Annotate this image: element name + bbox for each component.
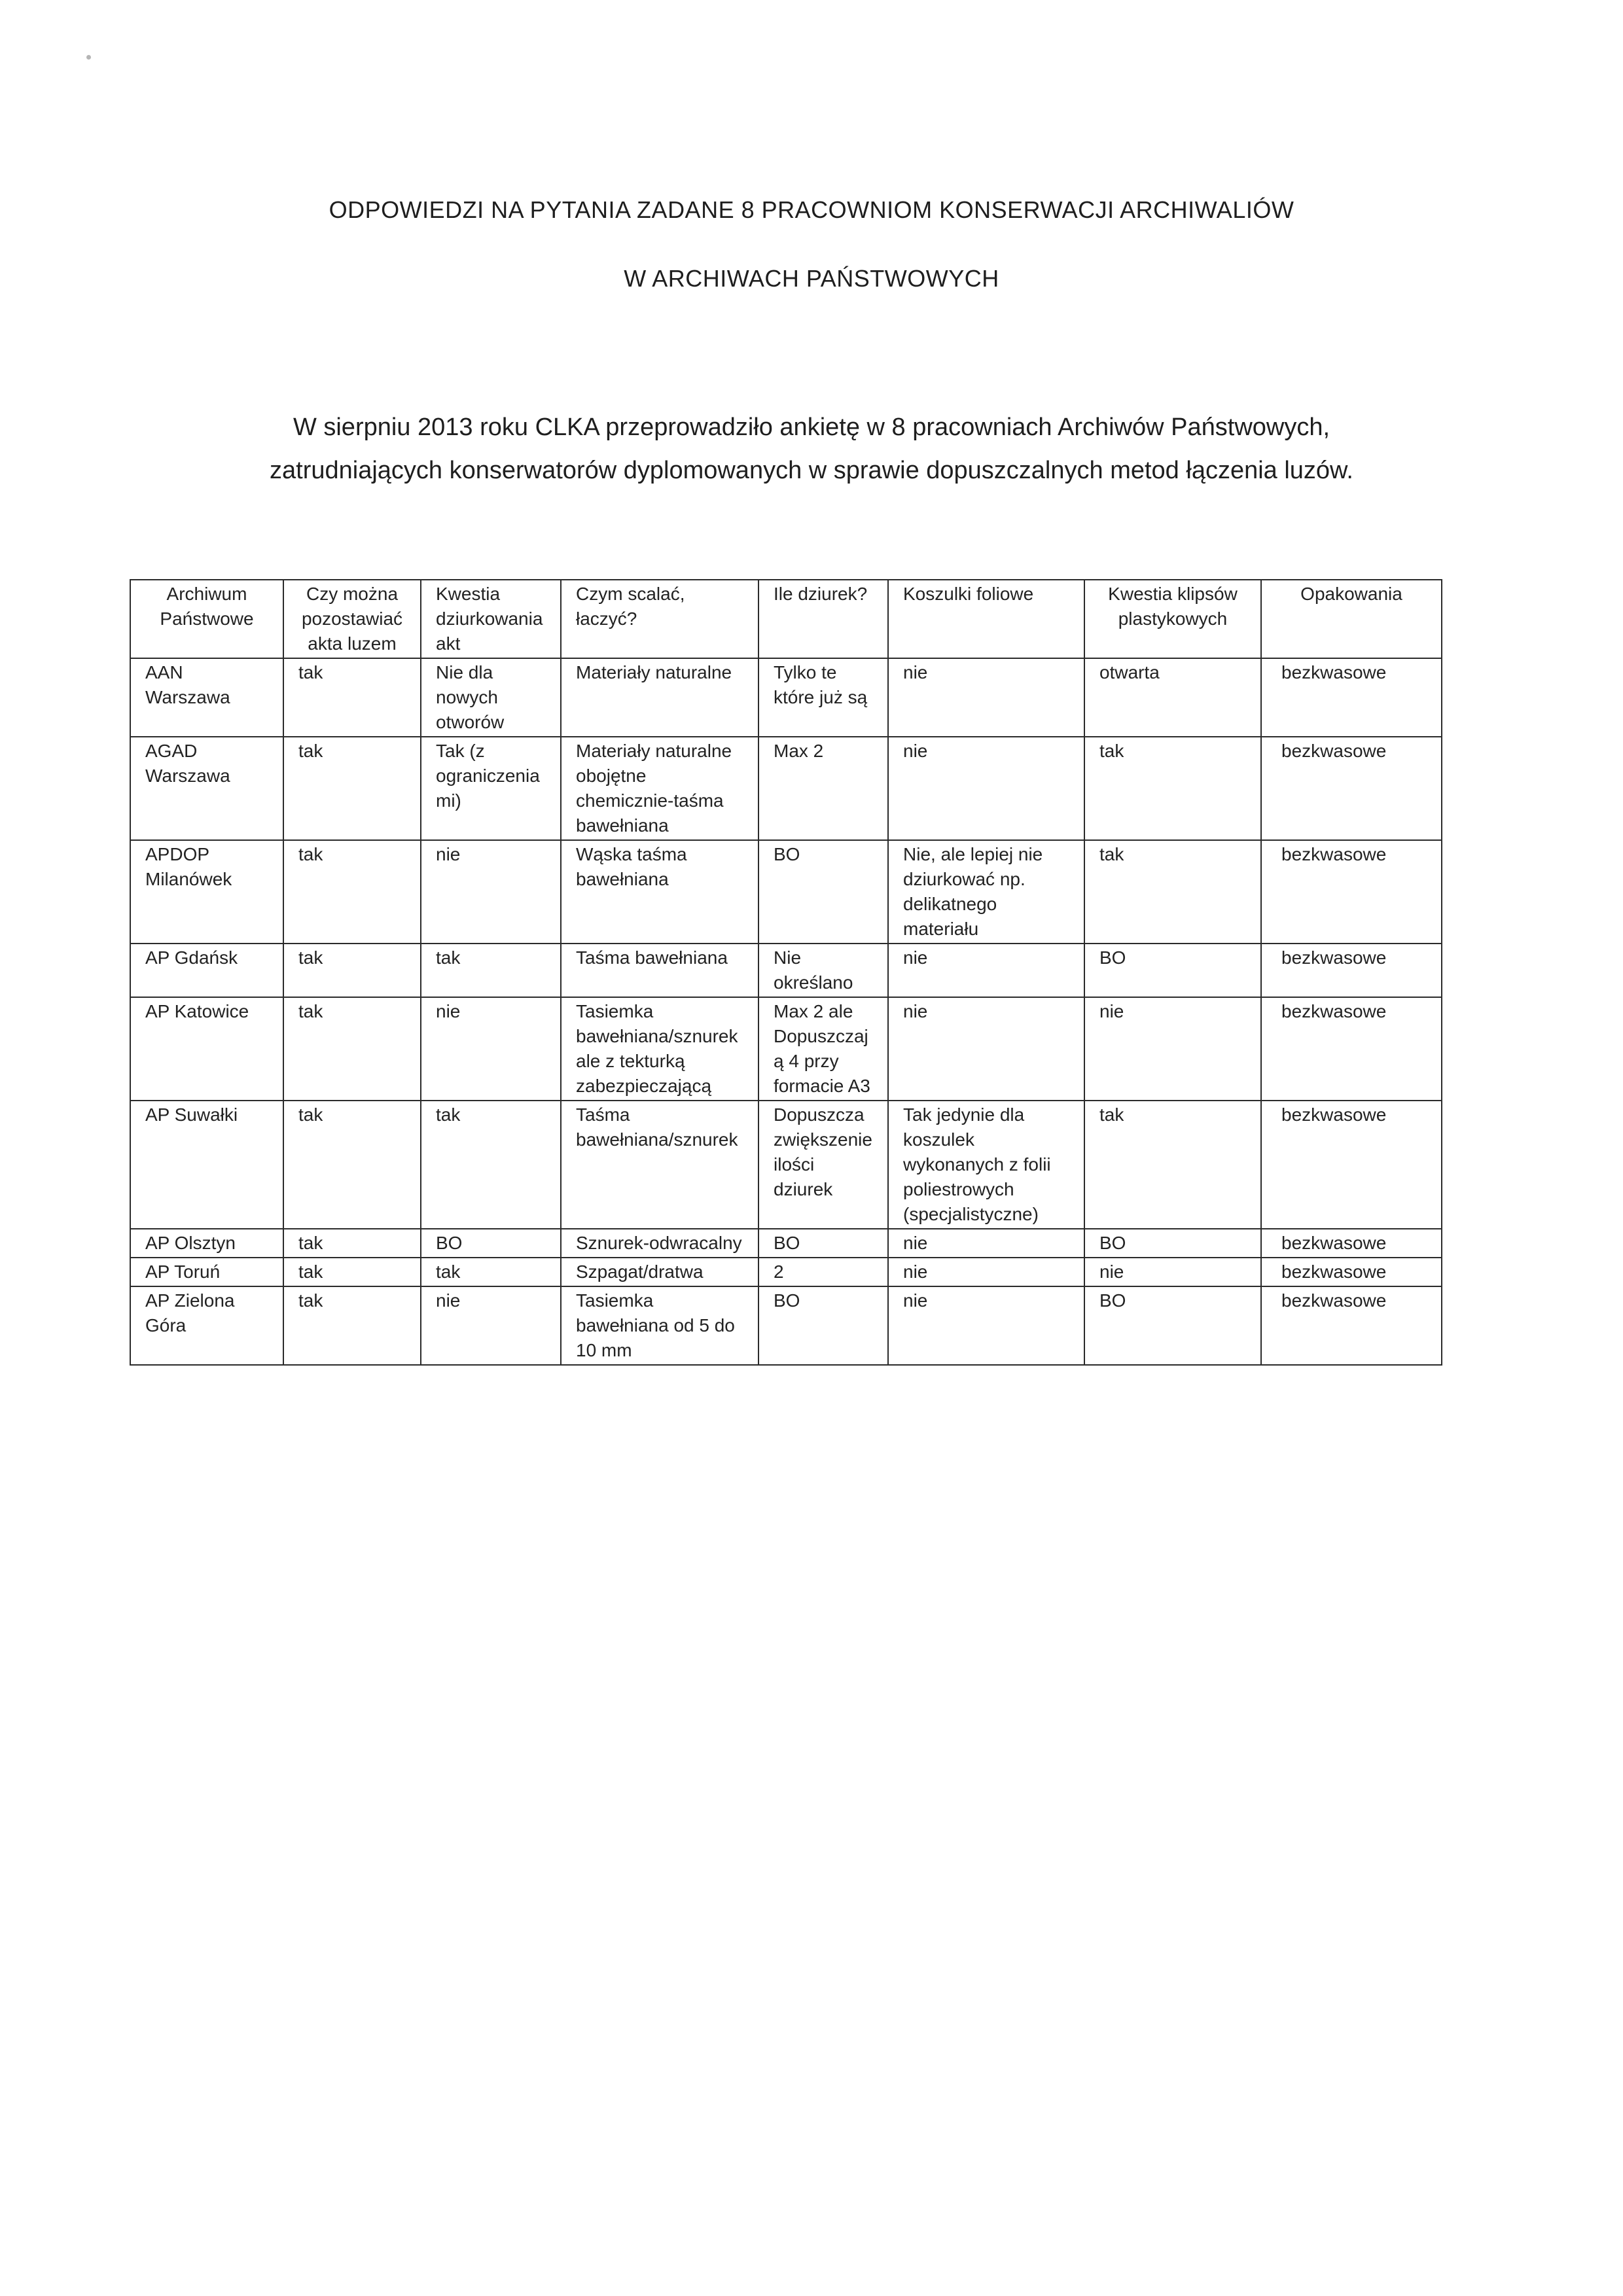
cell-koszulki: Tak jedynie dla koszulek wykonanych z folii poliestrowych (specjalistyczne) bbox=[888, 1101, 1084, 1229]
cell-koszulki: nie bbox=[888, 1286, 1084, 1365]
cell-archiwum: AP Olsztyn bbox=[130, 1229, 283, 1258]
cell-koszulki: Nie, ale lepiej nie dziurkować np. delikatnego materiału bbox=[888, 840, 1084, 944]
cell-czym-scalac: Tasiemka bawełniana od 5 do 10 mm bbox=[561, 1286, 758, 1365]
cell-czym-scalac: Sznurek-odwracalny bbox=[561, 1229, 758, 1258]
cell-dziurkowanie: tak bbox=[421, 1258, 561, 1286]
cell-archiwum: AAN Warszawa bbox=[130, 658, 283, 737]
header-czym-scalac: Czym scalać, łaczyć? bbox=[561, 580, 758, 658]
cell-koszulki: nie bbox=[888, 1258, 1084, 1286]
cell-archiwum: APDOP Milanówek bbox=[130, 840, 283, 944]
table-row bbox=[130, 1229, 1442, 1258]
cell-archiwum: AP Zielona Góra bbox=[130, 1286, 283, 1365]
cell-ile-dziurek: Nie określano bbox=[758, 944, 888, 997]
cell-luzem: tak bbox=[283, 1286, 421, 1365]
cell-czym-scalac: Szpagat/dratwa bbox=[561, 1258, 758, 1286]
header-luzem: Czy można pozostawiać akta luzem bbox=[283, 580, 421, 658]
cell-luzem: tak bbox=[283, 658, 421, 737]
cell-opakowania: bezkwasowe bbox=[1261, 1101, 1442, 1229]
document-title-line-1: ODPOWIEDZI NA PYTANIA ZADANE 8 PRACOWNIOM KONSERWACJI ARCHIWALIÓW bbox=[329, 196, 1294, 223]
cell-opakowania: bezkwasowe bbox=[1261, 737, 1442, 840]
cell-klipsy: tak bbox=[1084, 737, 1261, 840]
survey-results-table bbox=[130, 579, 1442, 1366]
intro-line-1: W sierpniu 2013 roku CLKA przeprowadziło ankietę w 8 pracowniach Archiwów Państwowych, bbox=[293, 414, 1330, 441]
cell-luzem: tak bbox=[283, 1101, 421, 1229]
intro-line-2: zatrudniających konserwatorów dyplomowanych w sprawie dopuszczalnych metod łączenia luzów. bbox=[270, 457, 1353, 484]
header-ile-dziurek: Ile dziurek? bbox=[758, 580, 888, 658]
cell-czym-scalac: Taśma bawełniana bbox=[561, 944, 758, 997]
cell-czym-scalac: Tasiemka bawełniana/sznurek ale z tekturką zabezpieczającą bbox=[561, 997, 758, 1101]
cell-dziurkowanie: Tak (z ograniczenia mi) bbox=[421, 737, 561, 840]
cell-czym-scalac: Materiały naturalne obojętne chemicznie-taśma bawełniana bbox=[561, 737, 758, 840]
cell-opakowania: bezkwasowe bbox=[1261, 1286, 1442, 1365]
cell-dziurkowanie: BO bbox=[421, 1229, 561, 1258]
cell-koszulki: nie bbox=[888, 658, 1084, 737]
cell-klipsy: BO bbox=[1084, 1286, 1261, 1365]
cell-czym-scalac: Materiały naturalne bbox=[561, 658, 758, 737]
cell-opakowania: bezkwasowe bbox=[1261, 944, 1442, 997]
cell-klipsy: otwarta bbox=[1084, 658, 1261, 737]
cell-luzem: tak bbox=[283, 1229, 421, 1258]
cell-ile-dziurek: Dopuszcza zwiększenie ilości dziurek bbox=[758, 1101, 888, 1229]
cell-opakowania: bezkwasowe bbox=[1261, 658, 1442, 737]
header-archiwum: Archiwum Państwowe bbox=[130, 580, 283, 658]
cell-dziurkowanie: nie bbox=[421, 1286, 561, 1365]
cell-archiwum: AP Katowice bbox=[130, 997, 283, 1101]
table-row bbox=[130, 997, 1442, 1101]
cell-klipsy: tak bbox=[1084, 1101, 1261, 1229]
cell-dziurkowanie: tak bbox=[421, 944, 561, 997]
intro-paragraph bbox=[131, 406, 1492, 492]
cell-archiwum: AP Toruń bbox=[130, 1258, 283, 1286]
cell-luzem: tak bbox=[283, 997, 421, 1101]
cell-opakowania: bezkwasowe bbox=[1261, 997, 1442, 1101]
cell-koszulki: nie bbox=[888, 737, 1084, 840]
cell-dziurkowanie: Nie dla nowych otworów bbox=[421, 658, 561, 737]
cell-ile-dziurek: BO bbox=[758, 1229, 888, 1258]
cell-klipsy: BO bbox=[1084, 944, 1261, 997]
cell-dziurkowanie: nie bbox=[421, 840, 561, 944]
cell-luzem: tak bbox=[283, 1258, 421, 1286]
cell-archiwum: AP Gdańsk bbox=[130, 944, 283, 997]
cell-czym-scalac: Wąska taśma bawełniana bbox=[561, 840, 758, 944]
cell-koszulki: nie bbox=[888, 944, 1084, 997]
cell-ile-dziurek: BO bbox=[758, 1286, 888, 1365]
cell-koszulki: nie bbox=[888, 997, 1084, 1101]
cell-dziurkowanie: nie bbox=[421, 997, 561, 1101]
header-klipsy: Kwestia klipsów plastykowych bbox=[1084, 580, 1261, 658]
cell-ile-dziurek: Max 2 bbox=[758, 737, 888, 840]
table-row bbox=[130, 737, 1442, 840]
table-row bbox=[130, 944, 1442, 997]
cell-archiwum: AGAD Warszawa bbox=[130, 737, 283, 840]
cell-luzem: tak bbox=[283, 840, 421, 944]
cell-ile-dziurek: Max 2 ale Dopuszczają 4 przy formacie A3 bbox=[758, 997, 888, 1101]
table-header-row bbox=[130, 580, 1442, 658]
header-opakowania: Opakowania bbox=[1261, 580, 1442, 658]
cell-klipsy: BO bbox=[1084, 1229, 1261, 1258]
document-title-line-2: W ARCHIWACH PAŃSTWOWYCH bbox=[624, 265, 999, 292]
cell-luzem: tak bbox=[283, 944, 421, 997]
cell-klipsy: nie bbox=[1084, 997, 1261, 1101]
cell-opakowania: bezkwasowe bbox=[1261, 1258, 1442, 1286]
cell-archiwum: AP Suwałki bbox=[130, 1101, 283, 1229]
header-koszulki: Koszulki foliowe bbox=[888, 580, 1084, 658]
table-row bbox=[130, 1286, 1442, 1365]
cell-luzem: tak bbox=[283, 737, 421, 840]
scan-dot-mark bbox=[86, 55, 91, 60]
cell-klipsy: nie bbox=[1084, 1258, 1261, 1286]
header-dziurkowanie: Kwestia dziurkowania akt bbox=[421, 580, 561, 658]
table-row bbox=[130, 1101, 1442, 1229]
cell-opakowania: bezkwasowe bbox=[1261, 840, 1442, 944]
cell-klipsy: tak bbox=[1084, 840, 1261, 944]
cell-opakowania: bezkwasowe bbox=[1261, 1229, 1442, 1258]
table-row bbox=[130, 1258, 1442, 1286]
table-row bbox=[130, 840, 1442, 944]
cell-ile-dziurek: 2 bbox=[758, 1258, 888, 1286]
cell-ile-dziurek: BO bbox=[758, 840, 888, 944]
cell-dziurkowanie: tak bbox=[421, 1101, 561, 1229]
cell-czym-scalac: Taśma bawełniana/sznurek bbox=[561, 1101, 758, 1229]
cell-ile-dziurek: Tylko te które już są bbox=[758, 658, 888, 737]
table-row bbox=[130, 658, 1442, 737]
cell-koszulki: nie bbox=[888, 1229, 1084, 1258]
